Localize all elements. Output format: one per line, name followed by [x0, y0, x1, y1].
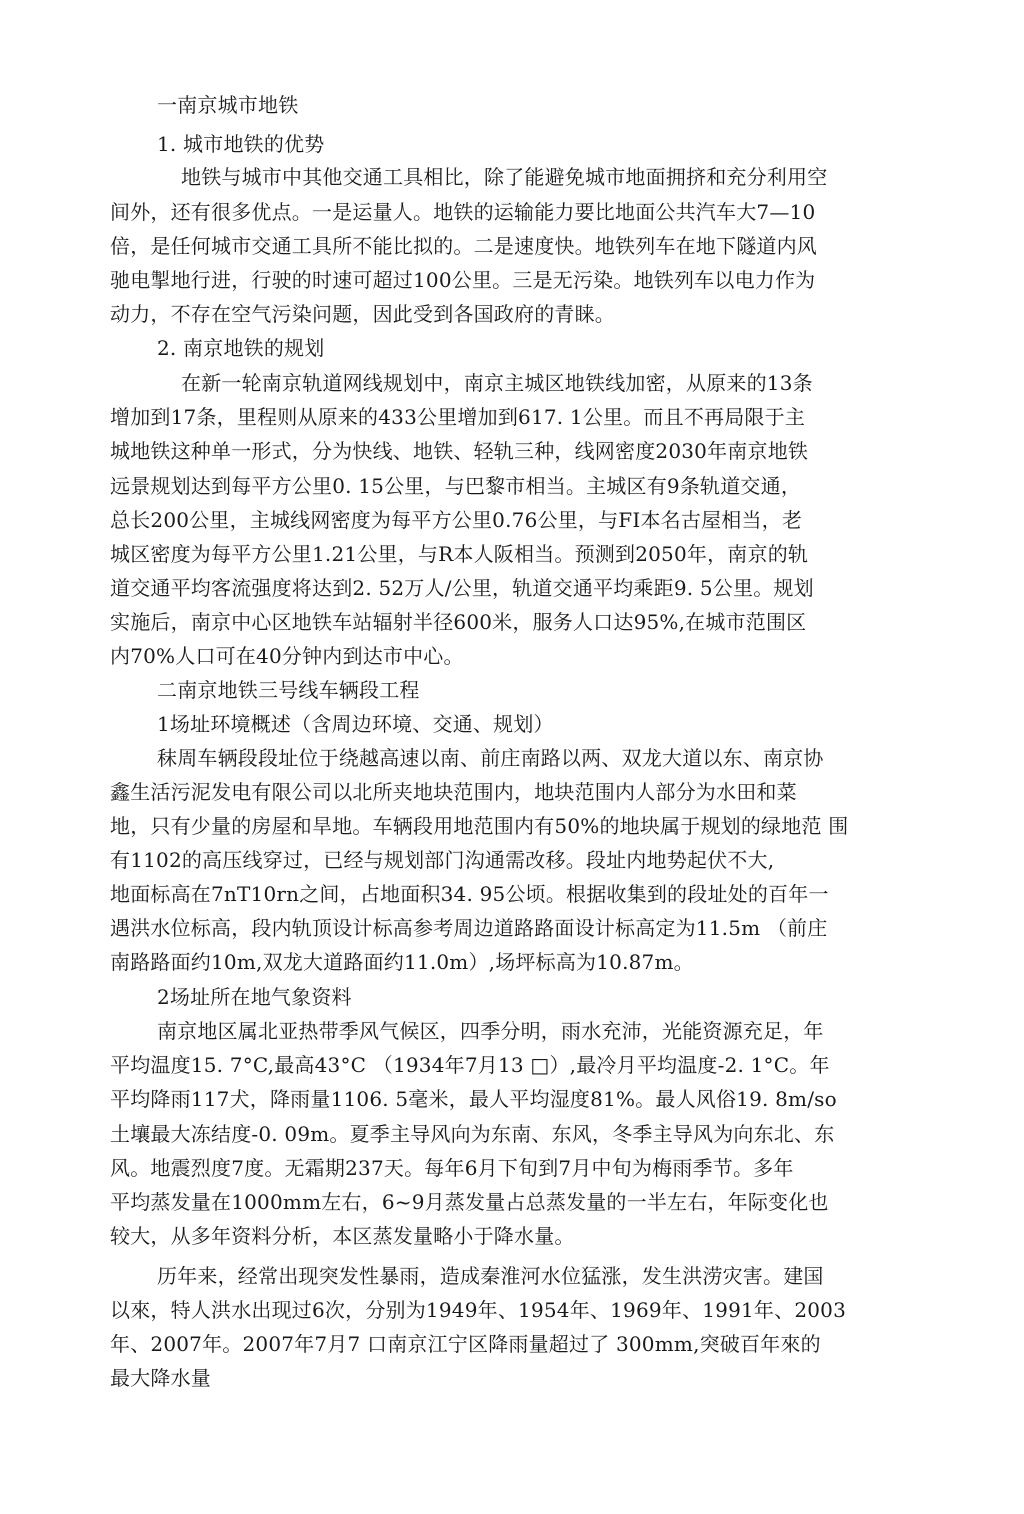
- paragraph-line: 地，只有少量的房屋和旱地。车辆段用地范围内有50%的地块属于规划的绿地范 围: [110, 814, 849, 838]
- paragraph-line: 在新一轮南京轨道网线规划中，南京主城区地铁线加密，从原来的13条: [181, 371, 813, 395]
- paragraph-line: 动力，不存在空气污染问题，因此受到各国政府的青睐。: [110, 302, 615, 326]
- paragraph-line: 南路路面约10m,双龙大道路面约11.0m）,场坪标高为10.87m。: [110, 950, 694, 974]
- paragraph-line: 城区密度为每平方公里1.21公里，与R本人阪相当。预测到2050年，南京的轨: [110, 542, 809, 566]
- paragraph-line: 增加到17条，里程则从原来的433公里增加到617. 1公里。而且不再局限于主: [110, 405, 806, 429]
- paragraph-line: 远景规划达到每平方公里0. 15公里，与巴黎市相当。主城区有9条轨道交通，: [110, 474, 802, 498]
- paragraph-line: 土壤最大冻结度-0. 09m。夏季主导风向为东南、东风，冬季主导风为向东北、东: [110, 1122, 835, 1146]
- paragraph-line: 年、2007年。2007年7月7 口南京江宁区降雨量超过了 300mm,突破百年來的: [110, 1332, 821, 1356]
- paragraph-line: 地铁与城市中其他交通工具相比，除了能避免城市地面拥挤和充分利用空: [181, 165, 828, 189]
- paragraph-line: 倍，是任何城市交通工具所不能比拟的。二是速度快。地铁列车在地下隧道内风: [110, 234, 817, 258]
- paragraph-line: 较大，从多年资料分析，本区蒸发量略小于降水量。: [110, 1224, 575, 1248]
- paragraph-line: 秣周车辆段段址位于绕越高速以南、前庄南路以两、双龙大道以东、南京协: [157, 746, 824, 770]
- paragraph-line: 城地铁这种单一形式，分为快线、地铁、轻轨三种，线网密度2030年南京地铁: [110, 439, 809, 463]
- paragraph-line: 有1102的高压线穿过，已经与规划部门沟通需改移。段址内地势起伏不大,: [110, 848, 775, 872]
- paragraph-line: 以來，特人洪水出现过6次，分别为1949年、1954年、1969年、1991年、2003: [110, 1298, 847, 1322]
- paragraph-line: 鑫生活污泥发电有限公司以北所夹地块范围内，地块范围内人部分为水田和菜: [110, 780, 797, 804]
- paragraph-line: 总长200公里，主城线网密度为每平方公里0.76公里，与FI本名古屋相当，老: [110, 508, 803, 532]
- subsection-heading-2-2: 2场址所在地气象资料: [157, 985, 352, 1009]
- paragraph-line: 道交通平均客流强度将达到2. 52万人/公里，轨道交通平均乘距9. 5公里。规划: [110, 576, 814, 600]
- paragraph-line: 内70%人口可在40分钟内到达市中心。: [110, 644, 464, 668]
- paragraph-line: 实施后，南京中心区地铁车站辐射半径600米，服务人口达95%,在城市范围区: [110, 610, 807, 634]
- paragraph-line: 历年来，经常出现突发性暴雨，造成秦淮河水位猛涨，发生洪涝灾害。建国: [157, 1264, 824, 1288]
- subsection-heading-1-2: 2. 南京地铁的规划: [157, 336, 325, 360]
- paragraph-line: 平均温度15. 7°C,最高43°C （1934年7月13 □）,最冷月平均温度-2. 1°C。年: [110, 1053, 830, 1077]
- paragraph-line: 驰电掣地行进，行驶的时速可超过100公里。三是无污染。地铁列车以电力作为: [110, 268, 816, 292]
- paragraph-line: 地面标高在7nT10rn之间，占地面积34. 95公顷。根据收集到的段址处的百年一: [110, 882, 829, 906]
- paragraph-line: 遇洪水位标高，段内轨顶设计标高参考周边道路路面设计标高定为11.5m （前庄: [110, 916, 828, 940]
- paragraph-line: 风。地震烈度7度。无霜期237天。每年6月下旬到7月中旬为梅雨季节。多年: [110, 1156, 794, 1180]
- paragraph-line: 平均降雨117犬，降雨量1106. 5毫米，最人平均湿度81%。最人风俗19. 8m/so: [110, 1087, 837, 1111]
- subsection-heading-2-1: 1场址环境概述（含周边环境、交通、规划）: [157, 712, 554, 736]
- paragraph-line: 最大降水量: [110, 1366, 211, 1390]
- paragraph-line: 间外，还有很多优点。一是运量人。地铁的运输能力要比地面公共汽车大7—10: [110, 200, 816, 224]
- subsection-heading-1-1: 1. 城市地铁的优势: [157, 132, 325, 156]
- section-heading-2: 二南京地铁三号线车辆段工程: [157, 678, 420, 702]
- section-heading-1: 一南京城市地铁: [157, 93, 299, 117]
- paragraph-line: 平均蒸发量在1000mm左右，6~9月蒸发量占总蒸发量的一半左右，年际变化也: [110, 1190, 829, 1214]
- paragraph-line: 南京地区属北亚热带季风气候区，四季分明，雨水充沛，光能资源充足，年: [157, 1019, 824, 1043]
